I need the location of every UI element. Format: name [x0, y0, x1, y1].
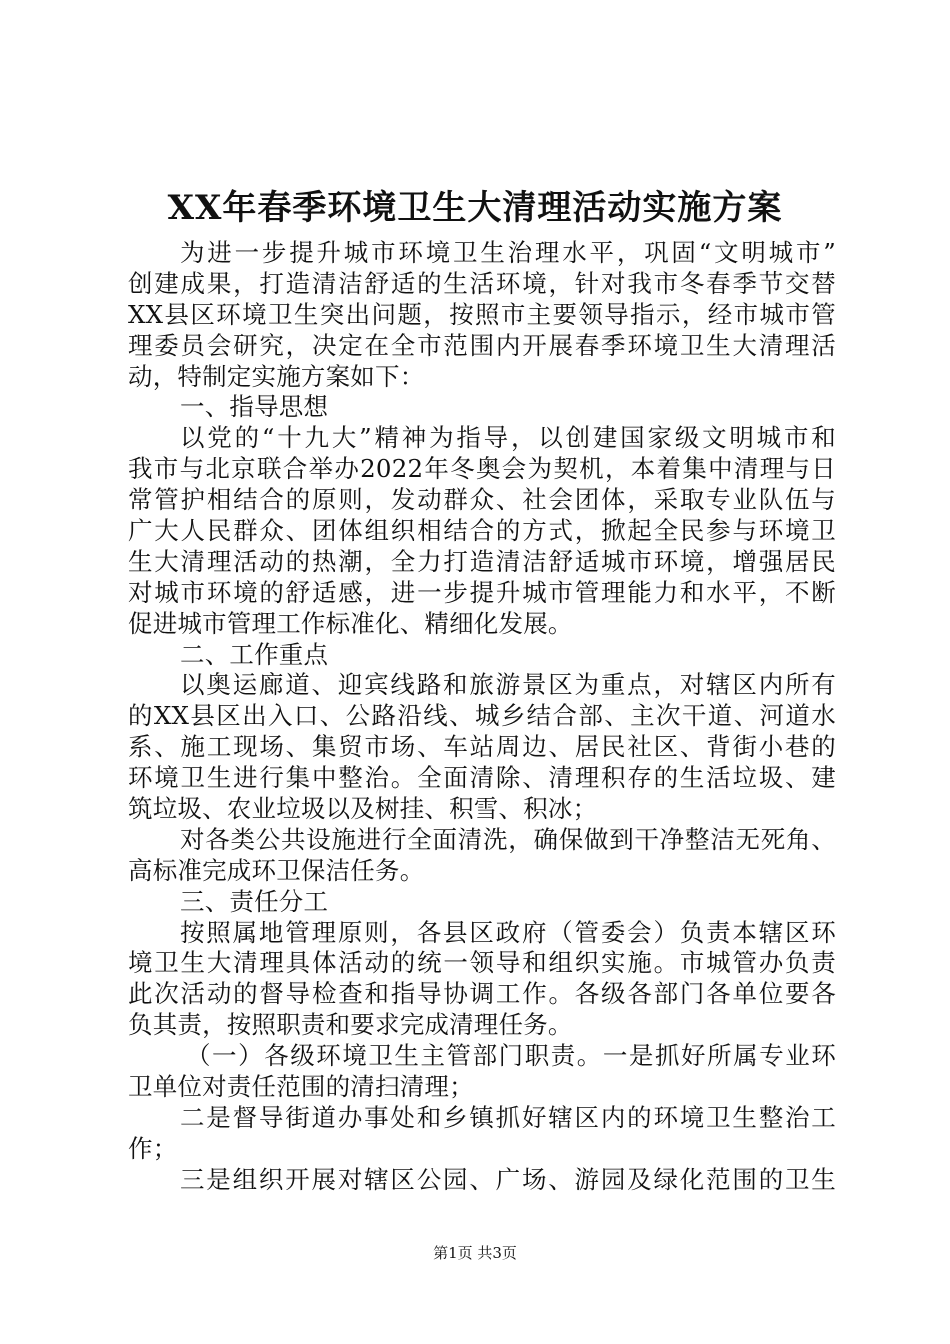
page-footer: 第1页 共3页: [433, 1244, 517, 1262]
text-line: 对城市环境的舒适感，进一步提升城市管理能力和水平，不断: [128, 577, 836, 607]
document-title: XX年春季环境卫生大清理活动实施方案: [167, 188, 783, 228]
text-line: 环境卫生进行集中整治。全面清除、清理积存的生活垃圾、建: [128, 763, 836, 793]
text-line: 创建成果，打造清洁舒适的生活环境，针对我市冬春季节交替: [128, 268, 836, 298]
text-line: XX县区环境卫生突出问题，按照市主要领导指示，经市城市管: [128, 299, 836, 329]
text-line: 以奥运廊道、迎宾线路和旅游景区为重点，对辖区内所有: [180, 670, 836, 700]
text-line: 理委员会研究，决定在全市范围内开展春季环境卫生大清理活: [128, 330, 836, 360]
document-body: [128, 238, 836, 1196]
text-line: 对各类公共设施进行全面清洗，确保做到干净整洁无死角、: [180, 824, 836, 854]
text-line: （一）各级环境卫生主管部门职责。一是抓好所属专业环: [186, 1041, 836, 1071]
text-line: 系、施工现场、集贸市场、车站周边、居民社区、背街小巷的: [128, 732, 836, 762]
text-line: 三是组织开展对辖区公园、广场、游园及绿化范围的卫生: [180, 1164, 836, 1194]
text-line: 负其责，按照职责和要求完成清理任务。: [128, 1010, 573, 1040]
text-line: 三、责任分工: [180, 886, 329, 916]
text-line: 高标准完成环卫保洁任务。: [128, 855, 425, 885]
text-line: 促进城市管理工作标准化、精细化发展。: [128, 608, 573, 638]
text-line: 以党的“十九大”精神为指导，以创建国家级文明城市和: [180, 423, 836, 453]
text-line: 卫单位对责任范围的清扫清理；: [128, 1072, 474, 1102]
text-line: 筑垃圾、农业垃圾以及树挂、积雪、积冰；: [128, 794, 598, 824]
text-line: 生大清理活动的热潮，全力打造清洁舒适城市环境，增强居民: [128, 546, 836, 576]
text-line: 的XX县区出入口、公路沿线、城乡结合部、主次干道、河道水: [128, 701, 836, 731]
text-line: 常管护相结合的原则，发动群众、社会团体，采取专业队伍与: [128, 485, 836, 515]
text-line: 此次活动的督导检查和指导协调工作。各级各部门各单位要各: [128, 979, 836, 1009]
text-line: 按照属地管理原则，各县区政府（管委会）负责本辖区环: [180, 917, 836, 947]
text-line: 动，特制定实施方案如下：: [128, 361, 425, 391]
text-line: 二是督导街道办事处和乡镇抓好辖区内的环境卫生整治工: [180, 1102, 836, 1132]
text-line: 作；: [128, 1133, 178, 1163]
text-line: 二、工作重点: [180, 639, 329, 669]
text-line: 我市与北京联合举办2022年冬奥会为契机，本着集中清理与日: [128, 454, 836, 484]
text-line: 广大人民群众、团体组织相结合的方式，掀起全民参与环境卫: [128, 516, 836, 546]
text-line: 为进一步提升城市环境卫生治理水平，巩固“文明城市”: [180, 238, 836, 267]
text-line: 一、指导思想: [180, 392, 329, 422]
text-line: 境卫生大清理具体活动的统一领导和组织实施。市城管办负责: [128, 948, 836, 978]
